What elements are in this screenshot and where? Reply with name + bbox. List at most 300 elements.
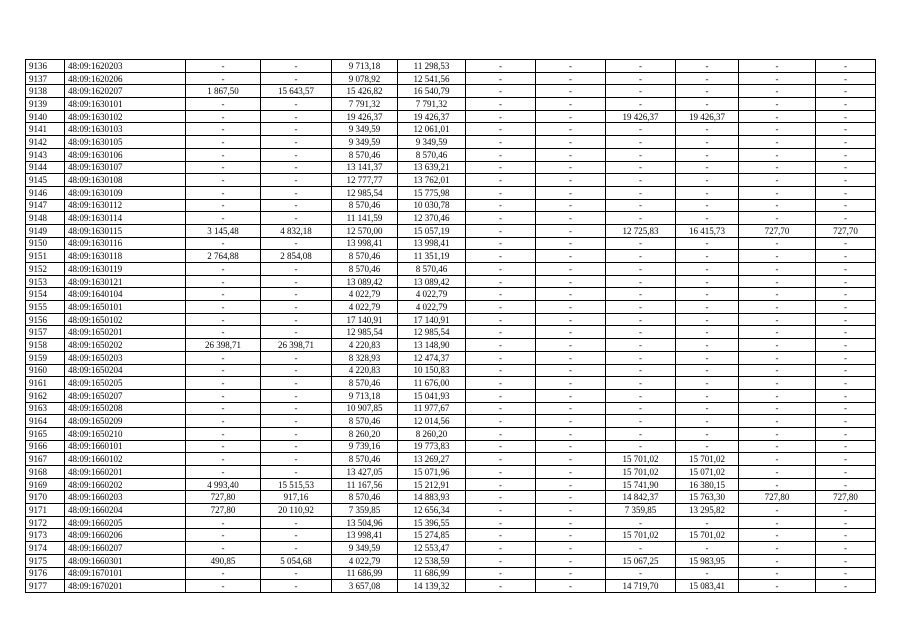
- cell-value-col-3: 727,80: [186, 491, 261, 504]
- cell-value-col-7: -: [466, 478, 536, 491]
- cell-cadastral-number: 48:09:1660102: [65, 453, 186, 466]
- cell-value-col-10: -: [676, 136, 739, 149]
- cell-value-col-7: -: [466, 402, 536, 415]
- cell-value-col-5: 9 349,59: [332, 136, 398, 149]
- table-row: [26, 529, 876, 542]
- cell-row-number: 9144: [26, 161, 65, 174]
- cell-value-col-9: -: [606, 60, 676, 73]
- cell-value-col-12: -: [816, 339, 876, 352]
- cell-value-col-8: -: [536, 504, 606, 517]
- cell-value-col-9: -: [606, 288, 676, 301]
- cell-value-col-8: -: [536, 301, 606, 314]
- cell-value-col-7: -: [466, 326, 536, 339]
- cell-value-col-12: -: [816, 389, 876, 402]
- cell-value-col-12: -: [816, 288, 876, 301]
- cell-row-number: 9171: [26, 504, 65, 517]
- cell-value-col-12: -: [816, 427, 876, 440]
- cell-row-number: 9141: [26, 123, 65, 136]
- cell-value-col-5: 9 349,59: [332, 542, 398, 555]
- cell-cadastral-number: 48:09:1620206: [65, 72, 186, 85]
- cell-value-col-3: -: [186, 136, 261, 149]
- cell-value-col-7: -: [466, 542, 536, 555]
- cell-value-col-10: -: [676, 72, 739, 85]
- cell-value-col-10: -: [676, 161, 739, 174]
- cell-cadastral-number: 48:09:1630119: [65, 263, 186, 276]
- cell-value-col-4: -: [261, 212, 332, 225]
- cell-value-col-9: -: [606, 136, 676, 149]
- table-row: [26, 389, 876, 402]
- cell-value-col-4: -: [261, 161, 332, 174]
- cell-value-col-10: -: [676, 148, 739, 161]
- cell-value-col-10: 15 701,02: [676, 453, 739, 466]
- cell-value-col-11: -: [739, 313, 816, 326]
- cell-value-col-7: -: [466, 123, 536, 136]
- cell-cadastral-number: 48:09:1630116: [65, 237, 186, 250]
- cell-value-col-4: -: [261, 466, 332, 479]
- cell-value-col-12: -: [816, 263, 876, 276]
- cell-value-col-4: -: [261, 98, 332, 111]
- cell-value-col-12: -: [816, 364, 876, 377]
- cell-value-col-10: -: [676, 263, 739, 276]
- cell-value-col-8: -: [536, 174, 606, 187]
- cell-value-col-5: 8 328,93: [332, 351, 398, 364]
- table-row: [26, 377, 876, 390]
- cell-value-col-3: -: [186, 326, 261, 339]
- cell-value-col-3: -: [186, 186, 261, 199]
- cell-value-col-6: 12 656,34: [398, 504, 466, 517]
- cell-value-col-6: 15 775,98: [398, 186, 466, 199]
- cell-value-col-3: 3 145,48: [186, 224, 261, 237]
- cell-row-number: 9148: [26, 212, 65, 225]
- cell-value-col-7: -: [466, 567, 536, 580]
- cell-value-col-12: -: [816, 440, 876, 453]
- cell-value-col-3: 26 398,71: [186, 339, 261, 352]
- cell-row-number: 9162: [26, 389, 65, 402]
- cell-value-col-12: -: [816, 580, 876, 593]
- cell-value-col-8: -: [536, 326, 606, 339]
- cell-value-col-3: -: [186, 161, 261, 174]
- table-row: [26, 491, 876, 504]
- table-row: [26, 110, 876, 123]
- table-row: [26, 326, 876, 339]
- cell-value-col-8: -: [536, 516, 606, 529]
- cell-cadastral-number: 48:09:1670201: [65, 580, 186, 593]
- cell-value-col-3: -: [186, 174, 261, 187]
- cell-row-number: 9140: [26, 110, 65, 123]
- cell-row-number: 9154: [26, 288, 65, 301]
- table-row: [26, 199, 876, 212]
- cell-value-col-9: -: [606, 389, 676, 402]
- cell-value-col-12: -: [816, 351, 876, 364]
- cell-cadastral-number: 48:09:1650207: [65, 389, 186, 402]
- table-row: [26, 212, 876, 225]
- cell-value-col-11: -: [739, 237, 816, 250]
- cell-value-col-11: -: [739, 60, 816, 73]
- cell-value-col-10: -: [676, 427, 739, 440]
- table-row: [26, 427, 876, 440]
- table-row: [26, 516, 876, 529]
- cell-value-col-11: -: [739, 516, 816, 529]
- cell-cadastral-number: 48:09:1630103: [65, 123, 186, 136]
- cell-value-col-4: 5 054,68: [261, 554, 332, 567]
- cell-value-col-5: 8 570,46: [332, 250, 398, 263]
- cell-value-col-7: -: [466, 351, 536, 364]
- cell-value-col-10: -: [676, 98, 739, 111]
- cell-value-col-4: -: [261, 402, 332, 415]
- cell-value-col-9: 14 719,70: [606, 580, 676, 593]
- cell-value-col-5: 13 998,41: [332, 529, 398, 542]
- cell-value-col-5: 9 078,92: [332, 72, 398, 85]
- cell-value-col-3: 1 867,50: [186, 85, 261, 98]
- cell-value-col-9: -: [606, 377, 676, 390]
- cell-value-col-12: -: [816, 377, 876, 390]
- cell-value-col-8: -: [536, 466, 606, 479]
- cell-value-col-3: -: [186, 580, 261, 593]
- cell-value-col-12: -: [816, 453, 876, 466]
- cell-value-col-11: -: [739, 148, 816, 161]
- cell-value-col-7: -: [466, 554, 536, 567]
- cell-value-col-10: -: [676, 60, 739, 73]
- cell-value-col-3: -: [186, 402, 261, 415]
- cell-value-col-11: -: [739, 402, 816, 415]
- cell-value-col-10: -: [676, 174, 739, 187]
- cell-cadastral-number: 48:09:1630115: [65, 224, 186, 237]
- cell-value-col-10: -: [676, 389, 739, 402]
- cell-value-col-7: -: [466, 136, 536, 149]
- cell-row-number: 9143: [26, 148, 65, 161]
- cell-value-col-3: -: [186, 516, 261, 529]
- cell-value-col-7: -: [466, 516, 536, 529]
- cell-value-col-4: 26 398,71: [261, 339, 332, 352]
- cell-value-col-6: 15 212,91: [398, 478, 466, 491]
- cell-value-col-11: -: [739, 98, 816, 111]
- cell-row-number: 9166: [26, 440, 65, 453]
- cell-value-col-9: 12 725,83: [606, 224, 676, 237]
- table-row: [26, 98, 876, 111]
- cell-value-col-11: 727,80: [739, 491, 816, 504]
- cell-value-col-3: -: [186, 110, 261, 123]
- cell-value-col-4: -: [261, 567, 332, 580]
- cell-value-col-9: -: [606, 326, 676, 339]
- cell-value-col-6: 4 022,79: [398, 301, 466, 314]
- cell-value-col-11: -: [739, 186, 816, 199]
- cell-value-col-5: 17 140,91: [332, 313, 398, 326]
- table-row: [26, 313, 876, 326]
- cell-value-col-5: 9 349,59: [332, 123, 398, 136]
- cell-row-number: 9142: [26, 136, 65, 149]
- cell-value-col-5: 9 713,18: [332, 60, 398, 73]
- cell-value-col-7: -: [466, 453, 536, 466]
- cell-value-col-4: -: [261, 174, 332, 187]
- cell-value-col-6: 11 351,19: [398, 250, 466, 263]
- cell-value-col-7: -: [466, 161, 536, 174]
- cell-row-number: 9160: [26, 364, 65, 377]
- cell-cadastral-number: 48:09:1620207: [65, 85, 186, 98]
- cell-value-col-6: 13 269,27: [398, 453, 466, 466]
- cell-value-col-3: -: [186, 98, 261, 111]
- cell-value-col-10: -: [676, 288, 739, 301]
- cell-value-col-11: -: [739, 466, 816, 479]
- cell-value-col-12: -: [816, 98, 876, 111]
- cell-value-col-8: -: [536, 364, 606, 377]
- cell-value-col-9: -: [606, 212, 676, 225]
- cell-value-col-9: -: [606, 364, 676, 377]
- cell-value-col-10: 15 763,30: [676, 491, 739, 504]
- cell-value-col-11: -: [739, 580, 816, 593]
- cell-cadastral-number: 48:09:1630107: [65, 161, 186, 174]
- cell-value-col-8: -: [536, 313, 606, 326]
- cell-cadastral-number: 48:09:1660207: [65, 542, 186, 555]
- cell-row-number: 9147: [26, 199, 65, 212]
- cell-value-col-8: -: [536, 288, 606, 301]
- table-row: [26, 136, 876, 149]
- table-row: [26, 123, 876, 136]
- cell-value-col-4: -: [261, 453, 332, 466]
- table-row: [26, 567, 876, 580]
- cell-value-col-11: -: [739, 529, 816, 542]
- cell-value-col-6: 15 071,96: [398, 466, 466, 479]
- cell-value-col-8: -: [536, 478, 606, 491]
- cell-value-col-3: -: [186, 415, 261, 428]
- cell-value-col-11: -: [739, 453, 816, 466]
- cell-cadastral-number: 48:09:1670101: [65, 567, 186, 580]
- cell-row-number: 9175: [26, 554, 65, 567]
- cell-value-col-10: -: [676, 351, 739, 364]
- cell-value-col-5: 4 022,79: [332, 301, 398, 314]
- cell-value-col-12: -: [816, 402, 876, 415]
- cell-value-col-3: -: [186, 542, 261, 555]
- cell-value-col-6: 19 426,37: [398, 110, 466, 123]
- cell-value-col-4: 2 854,08: [261, 250, 332, 263]
- cell-value-col-10: 13 295,82: [676, 504, 739, 517]
- cell-value-col-5: 19 426,37: [332, 110, 398, 123]
- cell-value-col-3: -: [186, 288, 261, 301]
- cell-value-col-4: -: [261, 364, 332, 377]
- cell-value-col-6: 11 298,53: [398, 60, 466, 73]
- cell-row-number: 9138: [26, 85, 65, 98]
- cell-row-number: 9153: [26, 275, 65, 288]
- cell-value-col-7: -: [466, 580, 536, 593]
- cell-value-col-5: 13 998,41: [332, 237, 398, 250]
- cell-cadastral-number: 48:09:1660301: [65, 554, 186, 567]
- cell-value-col-11: 727,70: [739, 224, 816, 237]
- cell-value-col-8: -: [536, 98, 606, 111]
- cell-value-col-10: -: [676, 199, 739, 212]
- cell-value-col-12: -: [816, 174, 876, 187]
- cell-value-col-3: -: [186, 301, 261, 314]
- cell-value-col-10: -: [676, 377, 739, 390]
- cell-value-col-12: -: [816, 212, 876, 225]
- cell-value-col-5: 8 570,46: [332, 263, 398, 276]
- cell-value-col-5: 9 739,16: [332, 440, 398, 453]
- cell-value-col-10: -: [676, 123, 739, 136]
- cell-value-col-10: -: [676, 415, 739, 428]
- cell-value-col-10: -: [676, 301, 739, 314]
- cell-value-col-11: -: [739, 110, 816, 123]
- cell-cadastral-number: 48:09:1650210: [65, 427, 186, 440]
- cell-value-col-3: -: [186, 529, 261, 542]
- cell-value-col-12: -: [816, 186, 876, 199]
- cell-value-col-5: 8 570,46: [332, 377, 398, 390]
- cell-row-number: 9168: [26, 466, 65, 479]
- cell-value-col-4: -: [261, 529, 332, 542]
- cell-value-col-8: -: [536, 136, 606, 149]
- cell-cadastral-number: 48:09:1660204: [65, 504, 186, 517]
- cell-value-col-7: -: [466, 186, 536, 199]
- cell-value-col-3: 727,80: [186, 504, 261, 517]
- cell-value-col-8: -: [536, 567, 606, 580]
- cell-row-number: 9177: [26, 580, 65, 593]
- cell-row-number: 9158: [26, 339, 65, 352]
- cell-value-col-11: -: [739, 364, 816, 377]
- cell-value-col-7: -: [466, 275, 536, 288]
- cell-value-col-6: 13 639,21: [398, 161, 466, 174]
- cell-cadastral-number: 48:09:1650205: [65, 377, 186, 390]
- table-row: [26, 85, 876, 98]
- table-row: [26, 364, 876, 377]
- cell-value-col-5: 8 570,46: [332, 453, 398, 466]
- table-row: [26, 250, 876, 263]
- cell-value-col-12: -: [816, 136, 876, 149]
- cell-value-col-9: 15 741,90: [606, 478, 676, 491]
- cell-value-col-6: 19 773,83: [398, 440, 466, 453]
- cell-value-col-4: -: [261, 326, 332, 339]
- cell-value-col-4: -: [261, 542, 332, 555]
- cell-value-col-8: -: [536, 275, 606, 288]
- cell-value-col-11: -: [739, 85, 816, 98]
- cell-value-col-11: -: [739, 199, 816, 212]
- cell-value-col-9: -: [606, 186, 676, 199]
- cell-value-col-11: -: [739, 504, 816, 517]
- cell-value-col-3: -: [186, 275, 261, 288]
- table-row: [26, 415, 876, 428]
- cell-value-col-12: -: [816, 504, 876, 517]
- cell-value-col-9: -: [606, 440, 676, 453]
- cell-value-col-7: -: [466, 415, 536, 428]
- cell-value-col-4: -: [261, 580, 332, 593]
- cell-cadastral-number: 48:09:1660203: [65, 491, 186, 504]
- table-row: [26, 224, 876, 237]
- cell-value-col-11: -: [739, 212, 816, 225]
- cell-row-number: 9156: [26, 313, 65, 326]
- table-row: [26, 504, 876, 517]
- cell-value-col-8: -: [536, 542, 606, 555]
- table-row: [26, 275, 876, 288]
- cell-value-col-4: -: [261, 199, 332, 212]
- cell-value-col-11: -: [739, 377, 816, 390]
- cell-value-col-12: -: [816, 275, 876, 288]
- cell-value-col-12: -: [816, 60, 876, 73]
- cell-value-col-4: -: [261, 351, 332, 364]
- cell-value-col-4: -: [261, 440, 332, 453]
- cell-value-col-12: -: [816, 542, 876, 555]
- cell-value-col-7: -: [466, 174, 536, 187]
- cell-value-col-12: -: [816, 301, 876, 314]
- cell-value-col-3: 4 993,40: [186, 478, 261, 491]
- cell-value-col-10: -: [676, 85, 739, 98]
- cell-value-col-9: -: [606, 351, 676, 364]
- cell-value-col-9: 15 701,02: [606, 453, 676, 466]
- cell-value-col-12: -: [816, 161, 876, 174]
- cell-row-number: 9150: [26, 237, 65, 250]
- cell-value-col-3: -: [186, 466, 261, 479]
- cell-value-col-8: -: [536, 85, 606, 98]
- cell-value-col-8: -: [536, 351, 606, 364]
- cell-value-col-12: -: [816, 123, 876, 136]
- cell-value-col-8: -: [536, 148, 606, 161]
- cell-cadastral-number: 48:09:1660101: [65, 440, 186, 453]
- cell-value-col-4: -: [261, 313, 332, 326]
- cell-value-col-11: -: [739, 301, 816, 314]
- cadastral-value-table: [25, 59, 876, 593]
- cell-value-col-9: -: [606, 313, 676, 326]
- cell-value-col-6: 12 061,01: [398, 123, 466, 136]
- cell-value-col-10: -: [676, 516, 739, 529]
- cell-row-number: 9136: [26, 60, 65, 73]
- cell-value-col-9: -: [606, 301, 676, 314]
- cell-value-col-10: -: [676, 402, 739, 415]
- cell-row-number: 9157: [26, 326, 65, 339]
- cell-cadastral-number: 48:09:1650208: [65, 402, 186, 415]
- cell-value-col-9: -: [606, 263, 676, 276]
- cell-value-col-5: 11 167,56: [332, 478, 398, 491]
- cell-value-col-6: 8 570,46: [398, 263, 466, 276]
- cell-cadastral-number: 48:09:1620203: [65, 60, 186, 73]
- cell-value-col-3: 490,85: [186, 554, 261, 567]
- cell-row-number: 9167: [26, 453, 65, 466]
- cell-value-col-7: -: [466, 98, 536, 111]
- table-row: [26, 161, 876, 174]
- cell-value-col-12: -: [816, 529, 876, 542]
- cell-value-col-12: -: [816, 567, 876, 580]
- cell-value-col-6: 12 538,59: [398, 554, 466, 567]
- cell-value-col-9: 14 842,37: [606, 491, 676, 504]
- cell-value-col-6: 12 553,47: [398, 542, 466, 555]
- cell-value-col-5: 12 985,54: [332, 186, 398, 199]
- cell-value-col-10: -: [676, 313, 739, 326]
- cell-row-number: 9174: [26, 542, 65, 555]
- cell-value-col-4: 15 643,57: [261, 85, 332, 98]
- cell-cadastral-number: 48:09:1650101: [65, 301, 186, 314]
- cell-cadastral-number: 48:09:1650204: [65, 364, 186, 377]
- cell-value-col-5: 3 657,08: [332, 580, 398, 593]
- cell-value-col-10: -: [676, 542, 739, 555]
- table-row: [26, 339, 876, 352]
- cell-value-col-6: 10 150,83: [398, 364, 466, 377]
- cell-row-number: 9172: [26, 516, 65, 529]
- cell-row-number: 9155: [26, 301, 65, 314]
- cell-value-col-11: -: [739, 72, 816, 85]
- cell-value-col-7: -: [466, 263, 536, 276]
- cell-value-col-7: -: [466, 313, 536, 326]
- cell-value-col-7: -: [466, 60, 536, 73]
- cell-value-col-11: -: [739, 263, 816, 276]
- cell-value-col-6: 10 030,78: [398, 199, 466, 212]
- cell-value-col-9: 15 701,02: [606, 529, 676, 542]
- cell-value-col-6: 14 139,32: [398, 580, 466, 593]
- cell-value-col-6: 8 570,46: [398, 148, 466, 161]
- cell-value-col-9: -: [606, 542, 676, 555]
- cell-cadastral-number: 48:09:1660202: [65, 478, 186, 491]
- cell-value-col-5: 13 089,42: [332, 275, 398, 288]
- cell-value-col-11: -: [739, 351, 816, 364]
- cell-value-col-10: -: [676, 250, 739, 263]
- cell-value-col-9: 7 359,85: [606, 504, 676, 517]
- cell-value-col-9: -: [606, 174, 676, 187]
- cell-value-col-8: -: [536, 453, 606, 466]
- table-row: [26, 72, 876, 85]
- cell-value-col-5: 8 570,46: [332, 199, 398, 212]
